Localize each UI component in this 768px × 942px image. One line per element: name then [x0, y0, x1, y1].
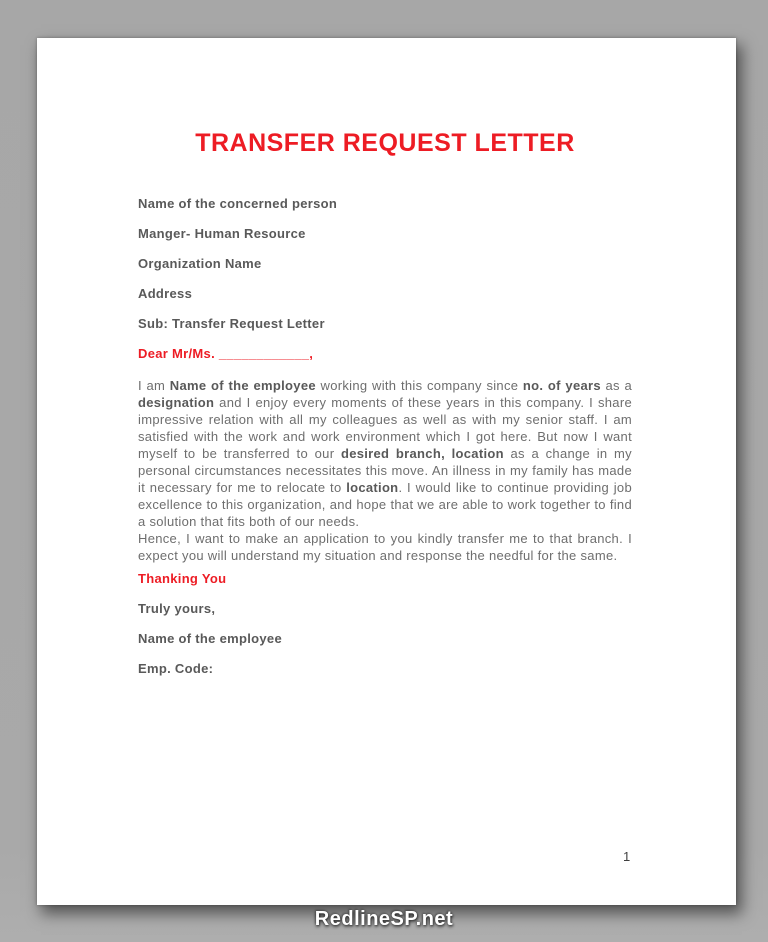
- letter-body: I am Name of the employee working with this company since no. of years as a designation and I enjoy every moments of these years in this company. I share impressive relation with all my colleagues as well as with my senior staff. I am satisfied with the work and work environment which I got here. But now I want myself to be transferred to our desired branch, location as a change in my personal circumstances necessitates this move. An illness in my family has made it necessary for me to relocate to location. I would like to continue providing job excellence to this organization, and hope that we are able to work together to find a solution that fits both of our needs. Hence, I want to make an application to you kindly transfer me to that branch. I expect you will understand my situation and response the needful for the same.: [138, 378, 632, 563]
- watermark: RedlineSP.net: [314, 908, 454, 930]
- recipient-role-line: Manger- Human Resource: [138, 226, 306, 241]
- closing-emp-code: Emp. Code:: [138, 661, 214, 676]
- closing-thanking-you: Thanking You: [138, 571, 227, 586]
- salutation-line: Dear Mr/Ms. ____________,: [138, 346, 314, 361]
- recipient-name-line: Name of the concerned person: [138, 196, 338, 211]
- address-line: Address: [138, 286, 193, 301]
- page-title: TRANSFER REQUEST LETTER: [195, 129, 575, 157]
- document-page: [37, 38, 736, 905]
- closing-employee-name: Name of the employee: [138, 631, 282, 646]
- organization-name-line: Organization Name: [138, 256, 262, 271]
- page-number: 1: [623, 849, 631, 864]
- closing-truly-yours: Truly yours,: [138, 601, 216, 616]
- subject-line: Sub: Transfer Request Letter: [138, 316, 325, 331]
